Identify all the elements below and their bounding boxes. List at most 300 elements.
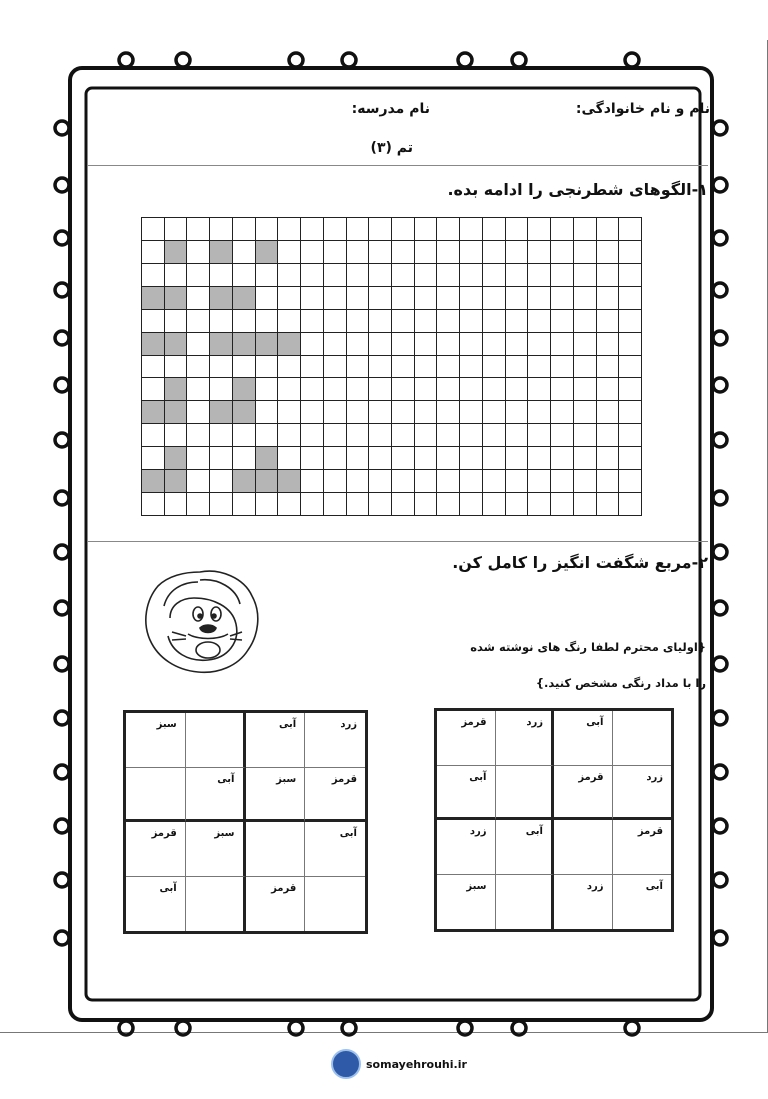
grid-cell — [187, 287, 210, 310]
grid-cell — [324, 264, 347, 287]
grid-cell — [437, 470, 460, 493]
color-word: آبی — [469, 771, 487, 783]
grid-cell — [324, 310, 347, 333]
grid-cell — [415, 218, 438, 241]
grid-cell — [506, 333, 529, 356]
grid-cell — [347, 310, 370, 333]
grid-cell — [392, 218, 415, 241]
grid-cell — [483, 241, 506, 264]
grid-cell — [142, 218, 165, 241]
grid-cell — [233, 401, 256, 424]
grid-cell — [142, 470, 165, 493]
square-cell[interactable] — [554, 820, 613, 875]
grid-cell — [256, 333, 279, 356]
grid-cell — [415, 401, 438, 424]
grid-cell — [210, 356, 233, 379]
grid-cell — [301, 310, 324, 333]
grid-cell — [324, 424, 347, 447]
grid-cell — [347, 218, 370, 241]
theme-label: تم (۳) — [370, 140, 413, 156]
grid-cell — [551, 424, 574, 447]
grid-cell — [597, 287, 620, 310]
grid-cell — [324, 401, 347, 424]
grid-cell — [483, 218, 506, 241]
grid-cell — [437, 447, 460, 470]
grid-cell — [392, 356, 415, 379]
color-word: زرد — [340, 719, 357, 730]
square-cell[interactable] — [613, 766, 672, 821]
grid-cell — [278, 310, 301, 333]
grid-cell — [324, 218, 347, 241]
grid-cell — [574, 356, 597, 379]
grid-cell — [278, 401, 301, 424]
grid-cell — [619, 493, 642, 516]
grid-cell — [142, 447, 165, 470]
grid-cell — [597, 333, 620, 356]
square-cell[interactable] — [126, 877, 186, 932]
grid-cell — [574, 287, 597, 310]
grid-cell — [233, 310, 256, 333]
grid-cell — [233, 218, 256, 241]
grid-cell — [483, 378, 506, 401]
grid-cell — [369, 333, 392, 356]
grid-cell — [460, 493, 483, 516]
grid-cell — [460, 264, 483, 287]
grid-cell — [324, 287, 347, 310]
grid-cell — [437, 378, 460, 401]
grid-cell — [415, 447, 438, 470]
grid-cell — [437, 333, 460, 356]
color-word: زرد — [646, 771, 663, 783]
grid-cell — [392, 241, 415, 264]
section-divider — [88, 541, 708, 542]
grid-cell — [369, 447, 392, 470]
grid-cell — [506, 356, 529, 379]
grid-cell — [574, 310, 597, 333]
grid-cell — [256, 310, 279, 333]
grid-cell — [142, 333, 165, 356]
grid-cell — [233, 356, 256, 379]
grid-cell — [574, 470, 597, 493]
grid-cell — [551, 333, 574, 356]
grid-cell — [278, 378, 301, 401]
grid-cell — [619, 378, 642, 401]
square-cell[interactable] — [246, 877, 306, 932]
grid-cell — [301, 241, 324, 264]
grid-cell — [165, 470, 188, 493]
color-word: آبی — [525, 826, 543, 837]
grid-cell — [619, 264, 642, 287]
grid-cell — [437, 287, 460, 310]
grid-cell — [597, 401, 620, 424]
grid-cell — [415, 356, 438, 379]
grid-cell — [233, 378, 256, 401]
grid-cell — [347, 424, 370, 447]
color-word: زرد — [469, 826, 487, 837]
square-cell[interactable] — [246, 822, 306, 877]
grid-cell — [301, 493, 324, 516]
grid-cell — [597, 310, 620, 333]
color-word: قرمز — [271, 882, 297, 894]
square-cell[interactable] — [554, 875, 613, 930]
grid-cell — [187, 447, 210, 470]
grid-cell — [256, 401, 279, 424]
grid-cell — [528, 401, 551, 424]
grid-cell — [506, 310, 529, 333]
grid-cell — [415, 378, 438, 401]
grid-cell — [506, 264, 529, 287]
grid-cell — [437, 241, 460, 264]
grid-cell — [278, 264, 301, 287]
grid-cell — [165, 218, 188, 241]
square-cell[interactable] — [613, 875, 672, 930]
grid-cell — [528, 447, 551, 470]
color-word: سبز — [214, 828, 235, 839]
square-cell[interactable] — [186, 822, 246, 877]
square-cell[interactable] — [126, 768, 186, 823]
grid-cell — [528, 356, 551, 379]
grid-cell — [187, 310, 210, 333]
grid-cell — [574, 264, 597, 287]
grid-cell — [437, 264, 460, 287]
grid-cell — [415, 333, 438, 356]
grid-cell — [210, 333, 233, 356]
color-word: آبی — [339, 828, 357, 839]
grid-cell — [347, 470, 370, 493]
color-word: آبی — [586, 717, 604, 728]
parent-note-line-2: را با مداد رنگی مشخص کنید.} — [535, 676, 706, 690]
grid-cell — [324, 378, 347, 401]
grid-cell — [460, 287, 483, 310]
grid-cell — [574, 424, 597, 447]
grid-cell — [324, 333, 347, 356]
grid-cell — [233, 287, 256, 310]
grid-cell — [142, 264, 165, 287]
grid-cell — [165, 378, 188, 401]
grid-cell — [347, 241, 370, 264]
grid-cell — [597, 378, 620, 401]
square-cell[interactable] — [613, 711, 672, 766]
magic-square-left — [123, 710, 368, 934]
grid-cell — [210, 447, 233, 470]
grid-cell — [551, 378, 574, 401]
grid-cell — [597, 447, 620, 470]
grid-cell — [369, 378, 392, 401]
grid-cell — [460, 470, 483, 493]
grid-cell — [415, 424, 438, 447]
square-cell[interactable] — [126, 713, 186, 768]
square-cell[interactable] — [246, 768, 306, 823]
grid-cell — [369, 424, 392, 447]
grid-cell — [415, 287, 438, 310]
grid-cell — [165, 264, 188, 287]
grid-cell — [142, 356, 165, 379]
square-cell[interactable] — [126, 822, 186, 877]
color-word: سبز — [466, 880, 487, 892]
grid-cell — [551, 287, 574, 310]
grid-cell — [528, 241, 551, 264]
grid-cell — [301, 470, 324, 493]
grid-cell — [301, 424, 324, 447]
grid-cell — [301, 333, 324, 356]
square-cell[interactable] — [496, 875, 555, 930]
grid-cell — [278, 493, 301, 516]
grid-cell — [369, 401, 392, 424]
grid-cell — [369, 493, 392, 516]
grid-cell — [392, 493, 415, 516]
grid-cell — [460, 241, 483, 264]
grid-cell — [210, 218, 233, 241]
grid-cell — [437, 424, 460, 447]
grid-cell — [597, 218, 620, 241]
checkered-pattern-grid — [141, 217, 642, 516]
lion-face-icon — [140, 566, 266, 678]
color-word: آبی — [159, 882, 177, 894]
grid-cell — [210, 310, 233, 333]
grid-cell — [233, 241, 256, 264]
square-cell[interactable] — [437, 820, 496, 875]
grid-cell — [528, 333, 551, 356]
grid-cell — [278, 333, 301, 356]
grid-cell — [574, 401, 597, 424]
grid-cell — [324, 493, 347, 516]
grid-cell — [256, 218, 279, 241]
square-cell[interactable] — [305, 713, 365, 768]
grid-cell — [256, 447, 279, 470]
grid-cell — [324, 470, 347, 493]
grid-cell — [506, 493, 529, 516]
question-2-title: ۲-مربع شگفت انگیز را کامل کن. — [452, 553, 708, 572]
grid-cell — [165, 356, 188, 379]
color-word: قرمز — [331, 773, 357, 785]
grid-cell — [278, 287, 301, 310]
grid-cell — [142, 241, 165, 264]
grid-cell — [528, 378, 551, 401]
grid-cell — [278, 218, 301, 241]
grid-cell — [460, 356, 483, 379]
grid-cell — [392, 287, 415, 310]
name-field-label: نام و نام خانوادگی: — [575, 101, 710, 117]
grid-cell — [574, 241, 597, 264]
grid-cell — [597, 356, 620, 379]
grid-cell — [574, 378, 597, 401]
grid-cell — [597, 241, 620, 264]
grid-cell — [551, 356, 574, 379]
grid-cell — [415, 493, 438, 516]
grid-cell — [301, 447, 324, 470]
grid-cell — [369, 241, 392, 264]
grid-cell — [528, 264, 551, 287]
grid-cell — [278, 241, 301, 264]
grid-cell — [506, 378, 529, 401]
square-cell[interactable] — [186, 768, 246, 823]
grid-cell — [506, 287, 529, 310]
grid-cell — [165, 310, 188, 333]
grid-cell — [551, 447, 574, 470]
grid-cell — [142, 287, 165, 310]
square-cell[interactable] — [437, 875, 496, 930]
square-cell[interactable] — [186, 713, 246, 768]
square-cell[interactable] — [496, 766, 555, 821]
grid-cell — [506, 424, 529, 447]
grid-cell — [551, 310, 574, 333]
grid-cell — [210, 264, 233, 287]
grid-cell — [187, 493, 210, 516]
grid-cell — [506, 218, 529, 241]
color-word: آبی — [217, 773, 235, 785]
color-word: سبز — [276, 773, 297, 785]
grid-cell — [551, 493, 574, 516]
grid-cell — [369, 287, 392, 310]
grid-cell — [437, 310, 460, 333]
grid-cell — [551, 264, 574, 287]
grid-cell — [460, 447, 483, 470]
grid-cell — [369, 356, 392, 379]
square-cell[interactable] — [186, 877, 246, 932]
grid-cell — [392, 424, 415, 447]
grid-cell — [278, 356, 301, 379]
grid-cell — [278, 424, 301, 447]
grid-cell — [369, 264, 392, 287]
grid-cell — [392, 447, 415, 470]
grid-cell — [483, 264, 506, 287]
grid-cell — [528, 470, 551, 493]
grid-cell — [483, 356, 506, 379]
grid-cell — [324, 356, 347, 379]
grid-cell — [165, 424, 188, 447]
grid-cell — [415, 264, 438, 287]
square-cell[interactable] — [554, 766, 613, 821]
grid-cell — [142, 378, 165, 401]
grid-cell — [210, 493, 233, 516]
grid-cell — [233, 333, 256, 356]
grid-cell — [392, 310, 415, 333]
grid-cell — [574, 493, 597, 516]
grid-cell — [210, 424, 233, 447]
color-word: آبی — [645, 880, 663, 892]
color-word: سبز — [156, 719, 177, 730]
grid-cell — [574, 218, 597, 241]
grid-cell — [392, 264, 415, 287]
grid-cell — [415, 241, 438, 264]
grid-cell — [165, 401, 188, 424]
grid-cell — [528, 493, 551, 516]
grid-cell — [210, 241, 233, 264]
square-cell[interactable] — [305, 877, 365, 932]
grid-cell — [233, 264, 256, 287]
parent-note-line-1: {اولیای محترم لطفا رنگ های نوشته شده — [470, 640, 706, 654]
color-word: قرمز — [637, 826, 663, 837]
grid-cell — [142, 424, 165, 447]
grid-cell — [392, 333, 415, 356]
grid-cell — [347, 447, 370, 470]
grid-cell — [347, 333, 370, 356]
grid-cell — [619, 218, 642, 241]
grid-cell — [301, 401, 324, 424]
color-word: زرد — [526, 717, 543, 728]
square-cell[interactable] — [613, 820, 672, 875]
grid-cell — [392, 470, 415, 493]
grid-cell — [506, 447, 529, 470]
grid-cell — [210, 378, 233, 401]
grid-cell — [187, 401, 210, 424]
grid-cell — [460, 424, 483, 447]
grid-cell — [369, 310, 392, 333]
square-cell[interactable] — [305, 822, 365, 877]
grid-cell — [142, 310, 165, 333]
grid-cell — [278, 447, 301, 470]
grid-cell — [619, 287, 642, 310]
grid-cell — [506, 401, 529, 424]
grid-cell — [233, 470, 256, 493]
grid-cell — [528, 424, 551, 447]
grid-cell — [187, 264, 210, 287]
grid-cell — [256, 356, 279, 379]
grid-cell — [187, 470, 210, 493]
grid-cell — [483, 447, 506, 470]
grid-cell — [415, 310, 438, 333]
grid-cell — [301, 356, 324, 379]
square-cell[interactable] — [437, 711, 496, 766]
grid-cell — [483, 310, 506, 333]
grid-cell — [528, 218, 551, 241]
grid-cell — [506, 470, 529, 493]
grid-cell — [165, 447, 188, 470]
grid-cell — [165, 493, 188, 516]
grid-cell — [256, 424, 279, 447]
grid-cell — [256, 241, 279, 264]
grid-cell — [187, 424, 210, 447]
grid-cell — [187, 378, 210, 401]
square-cell[interactable] — [437, 766, 496, 821]
square-cell[interactable] — [496, 820, 555, 875]
grid-cell — [483, 493, 506, 516]
color-word: قرمز — [151, 828, 177, 839]
grid-cell — [165, 287, 188, 310]
square-cell[interactable] — [246, 713, 306, 768]
grid-cell — [210, 287, 233, 310]
grid-cell — [619, 356, 642, 379]
grid-cell — [619, 401, 642, 424]
grid-cell — [528, 310, 551, 333]
grid-cell — [483, 424, 506, 447]
grid-cell — [324, 241, 347, 264]
grid-cell — [574, 333, 597, 356]
grid-cell — [347, 356, 370, 379]
color-word: آبی — [278, 719, 297, 730]
grid-cell — [597, 470, 620, 493]
grid-cell — [369, 218, 392, 241]
grid-cell — [551, 241, 574, 264]
grid-cell — [142, 493, 165, 516]
grid-cell — [347, 401, 370, 424]
square-cell[interactable] — [554, 711, 613, 766]
section-divider — [88, 165, 708, 166]
grid-cell — [619, 241, 642, 264]
footer-url[interactable]: somayehrouhi.ir — [366, 1058, 467, 1071]
grid-cell — [187, 356, 210, 379]
grid-cell — [597, 264, 620, 287]
school-field-label: نام مدرسه: — [351, 101, 430, 117]
square-cell[interactable] — [496, 711, 555, 766]
grid-cell — [392, 401, 415, 424]
grid-cell — [483, 333, 506, 356]
grid-cell — [483, 401, 506, 424]
grid-cell — [460, 310, 483, 333]
grid-cell — [392, 378, 415, 401]
square-cell[interactable] — [305, 768, 365, 823]
grid-cell — [278, 470, 301, 493]
